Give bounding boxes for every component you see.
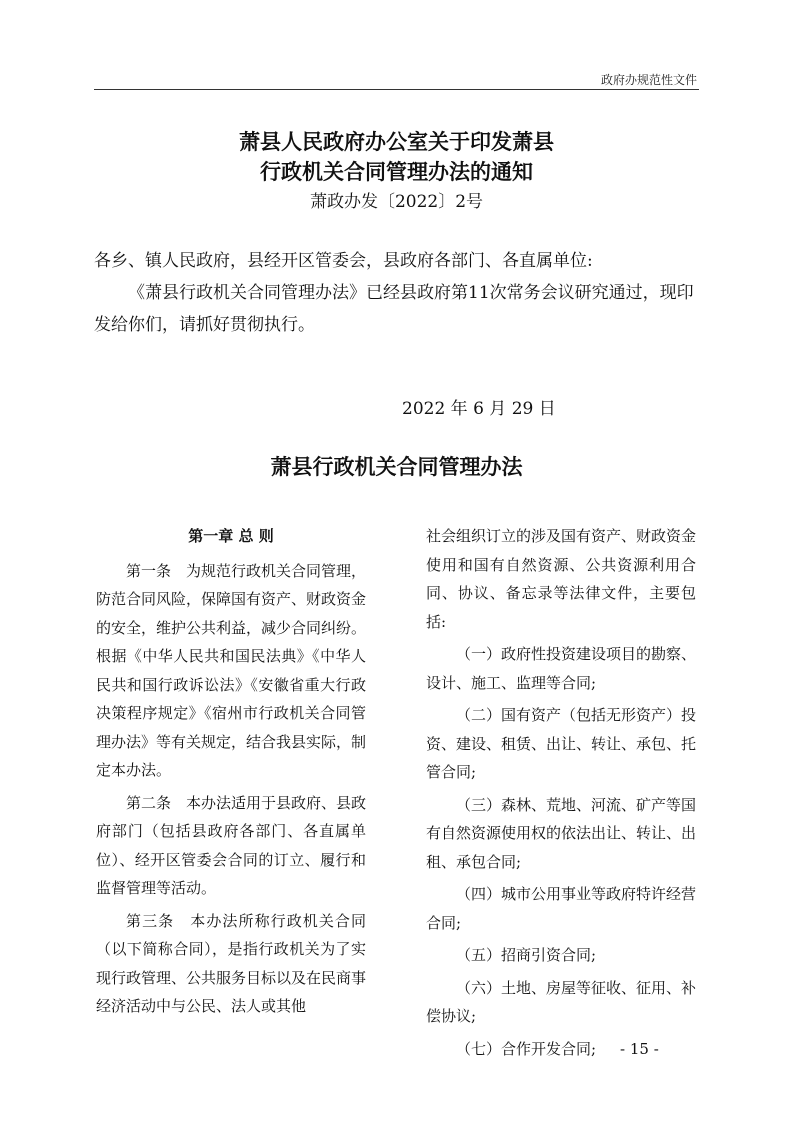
document-number: 萧政办发〔2022〕2号 [309,192,484,212]
list-item: （一）政府性投资建设项目的勘察、设计、施工、监理等合同; [426,645,697,692]
notice-recipients: 各乡、镇人民政府，县经开区管委会，县政府各部门、各直属单位: [94,251,593,271]
list-item: （四）城市公用事业等政府特许经营合同; [426,885,697,932]
list-item: （五）招商引资合同; [456,946,597,964]
article-2: 第二条 本办法适用于县政府、县政府部门（包括县政府各部门、各直属单位）、经开区管委会合同的订立、履行和监督管理等活动。 [96,793,367,897]
regulation-title: 萧县行政机关合同管理办法 [270,454,523,479]
article-3-continued: 社会组织订立的涉及国有资产、财政资金使用和国有自然资源、公共资源利用合同、协议、备忘录等法律文件，主要包括: [426,527,697,631]
header-divider [94,89,699,90]
right-column [426,522,696,1067]
list-item: （六）土地、房屋等征收、征用、补偿协议; [426,978,697,1025]
notice-title-line1: 萧县人民政府办公室关于印发萧县 [239,129,554,154]
header-label: 政府办规范性文件 [600,73,697,87]
article-1: 第一条 为规范行政机关合同管理，防范合同风险，保障国有资产、财政资金的安全，维护公共利益，减少合同纠纷。根据《中华人民共和国民法典》《中华人民共和国行政诉讼法》《安徽省重大行政决策程序规定》《宿州市行政机关合同管理办法》等有关规定，结合我县实际，制定本办法。 [96,561,367,779]
article-3: 第三条 本办法所称行政机关合同（以下简称合同），是指行政机关为了实现行政管理、公共服务目标以及在民商事经济活动中与公民、法人或其他 [96,911,367,1015]
list-item: （七）合作开发合同; [456,1039,597,1058]
chapter-heading: 第一章 总 则 [188,527,274,545]
notice-date: 2022 年 6 月 29 日 [402,399,556,419]
page-number: - 15 - [620,1040,659,1058]
list-item: （二）国有资产（包括无形资产）投资、建设、租赁、出让、转让、承包、托管合同; [426,706,697,781]
left-column [96,522,366,1025]
notice-title-line2: 行政机关合同管理办法的通知 [260,159,533,184]
notice-body: 《萧县行政机关合同管理办法》已经县政府第11次常务会议研究通过，现印发给你们，请抓好贯彻执行。 [94,283,694,335]
list-item: （三）森林、荒地、河流、矿产等国有自然资源使用权的依法出让、转让、出租、承包合同; [426,795,697,871]
